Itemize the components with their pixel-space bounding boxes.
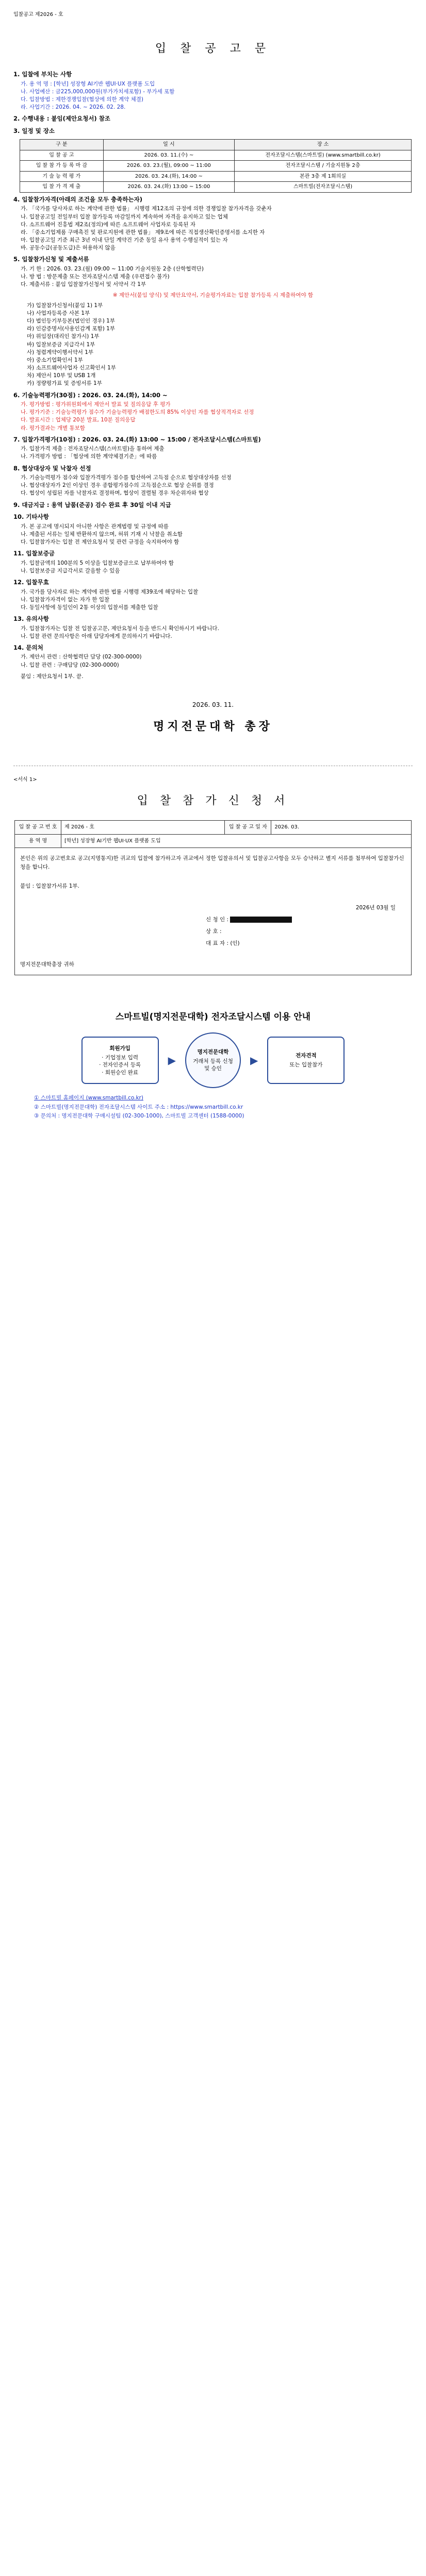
guide-note-homepage[interactable]: ① 스마트빌 홈페이지 (www.smartbill.co.kr): [34, 1095, 143, 1101]
notice-date: 2026. 03. 11.: [192, 701, 234, 708]
section-9: [13, 501, 413, 510]
schedule-header-row: [20, 140, 412, 150]
docs-line: 다) 법인등기부등본(법인인 경우) 1부: [27, 318, 115, 325]
form-pledge-text: 본인은 위의 공고번호로 공고(지명통지)한 귀교의 입찰에 참가하고자 귀교에서 정한 입찰유의서 및 입찰공고사항을 모두 승낙하고 별지 서류를 첨부하여 입찰참가신청을 합니다.: [20, 855, 404, 870]
sec14-line: 나. 입찰 관련 : 구매담당 (02-300-0000): [21, 662, 119, 668]
sections-1-3: [13, 71, 413, 135]
section-2: [13, 115, 413, 123]
sec14-line: 가. 제안서 관련 : 산학협력단 담당 (02-300-0000): [21, 654, 142, 660]
schedule-table: [20, 139, 412, 193]
section-13: [13, 615, 413, 640]
sec6-line: 가. 평가방법 : 평가위원회에서 제안서 발표 및 질의응답 후 평가: [21, 401, 171, 408]
arrow-right-icon: ▶: [250, 1054, 258, 1066]
schedule-cell: 본관 3층 제 1회의실: [235, 171, 412, 182]
sec10-line: 나. 제출된 서류는 일체 반환하지 않으며, 허위 기재 시 낙찰을 취소함: [21, 531, 183, 537]
sec5-line: 다. 제출서류 : 붙임 입찰참가신청서 및 서약서 각 1부: [21, 281, 146, 288]
guide-title: 스마트빌(명지전문대학) 전자조달시스템 이용 안내: [115, 1012, 311, 1023]
form-sign-ceo[interactable]: 대 표 자 : (인): [206, 940, 240, 946]
docs-line: 자) 소프트웨어사업자 신고확인서 1부: [27, 365, 116, 371]
section-14-title: 14. 문의처: [13, 643, 43, 651]
guide-note-site[interactable]: ② 스마트빌(명지전문대학) 전자조달시스템 사이트 주소 : https://www.smartbill.co.kr: [34, 1104, 243, 1110]
schedule-cell: 2026. 03. 24.(화), 14:00 ~: [103, 171, 235, 182]
section-10: [13, 513, 413, 546]
form-title: 입 찰 참 가 신 청 서: [137, 794, 289, 808]
guide-step-register: 명지전문대학 거래처 등록 신청 및 승인: [185, 1032, 241, 1088]
section-4-title: 4. 입찰참가자격(아래의 조건을 모두 충족하는자): [13, 195, 142, 203]
docs-line: 사) 청렴계약이행서약서 1부: [27, 349, 94, 355]
form-sign-applicant[interactable]: 신 청 인 :: [20, 916, 406, 924]
form-row-pledge: [15, 848, 412, 975]
sec4-line: 라. 「중소기업제품 구매촉진 및 판로지원에 관한 법률」 제9조에 따른 직접생산확인증명서를 소지한 자: [21, 229, 265, 235]
sec4-line: 다. 소프트웨어 진흥법 제2조(정의)에 따른 소프트웨어 사업자로 등록된 자: [21, 221, 196, 228]
guide-flow: [13, 1032, 413, 1088]
schedule-row: [20, 150, 412, 161]
notice-number: 입찰공고 제2026 - 호: [13, 12, 63, 18]
arrow-right-icon: ▶: [168, 1054, 176, 1066]
sec7-line: 나. 가격평가 방법 : 「협상에 의한 계약체결기준」에 따름: [21, 453, 157, 460]
section-1-title: 1. 입찰에 부치는 사항: [13, 71, 72, 78]
docs-line: 가) 입찰참가신청서(붙임 1) 1부: [27, 302, 103, 309]
docs-line: 라) 인감증명서(사용인감계 포함) 1부: [27, 326, 115, 332]
sec8-line: 가. 기술능력평가 점수와 입찰가격평가 점수를 합산하여 고득점 순으로 협상대상자를 선정: [21, 474, 232, 481]
sec12-line: 가. 국가를 당사자로 하는 계약에 관한 법률 시행령 제39조에 해당하는 입찰: [21, 588, 199, 595]
section-5: [13, 256, 413, 387]
sec8-line: 나. 협상대상자가 2인 이상인 경우 종합평가점수의 고득점순으로 협상 순위를 결정: [21, 482, 214, 489]
schedule-header-cell: 장 소: [235, 140, 412, 150]
section-12: [13, 579, 413, 611]
application-form-table: [14, 820, 412, 975]
section-6-title: 6. 기술능력평가(30점) : 2026. 03. 24.(화), 14:00 ~: [13, 391, 168, 399]
docs-line: 아) 중소기업확인서 1부: [27, 357, 83, 363]
sec12-line: 나. 입찰참가자격이 없는 자가 한 입찰: [21, 596, 110, 603]
sec13-line: 가. 입찰참가자는 입찰 전 입찰공고문, 제안요청서 등을 반드시 확인하시기 바랍니다.: [21, 625, 219, 632]
form-tag: <서식 1>: [13, 776, 37, 783]
schedule-cell: 기 술 능 력 평 가: [20, 171, 104, 182]
form-label-notice-no: 입 찰 공 고 번 호: [15, 821, 61, 835]
section-1-line: 가. 용 역 명 : [학년] 성장형 AI기반 웹UI·UX 플랫폼 도입: [21, 80, 155, 87]
schedule-header-cell: 일 시: [103, 140, 235, 150]
form-value-notice-no[interactable]: 제 2026 - 호: [61, 821, 225, 835]
sec5-line: 나. 방 법 : 방문제출 또는 전자조달시스템 제출 (우편접수 불가): [21, 274, 170, 280]
form-row-service: [15, 834, 412, 848]
schedule-cell: 입 찰 참 가 등 록 마 감: [20, 161, 104, 172]
section-1-line: 다. 입찰방법 : 제한경쟁입찰(협상에 의한 계약 체결): [21, 96, 143, 103]
sec4-line: 가. 「국가를 당사자로 하는 계약에 관한 법률」 시행령 제12조의 규정에 의한 경쟁입찰 참가자격을 갖춘자: [21, 206, 272, 212]
schedule-row: [20, 161, 412, 172]
sec6-line: 다. 발표시간 : 업체당 20분 발표, 10분 질의응답: [21, 417, 136, 423]
schedule-cell: 입 찰 가 격 제 출: [20, 182, 104, 193]
section-10-title: 10. 기타사항: [13, 513, 49, 521]
section-11: [13, 550, 413, 574]
docs-line: 카) 정량평가표 및 증빙서류 1부: [27, 380, 102, 387]
docs-line: 바) 입찰보증금 지급각서 1부: [27, 341, 95, 348]
section-2-title: 2. 수행내용 : 붙임(제안요청서) 참조: [13, 115, 110, 123]
section-8-title: 8. 협상대상자 및 낙찰자 선정: [13, 464, 91, 472]
sec11-line: 가. 입찰금액의 100분의 5 이상을 입찰보증금으로 납부하여야 함: [21, 560, 174, 566]
schedule-cell: 전자조달시스템 / 기술지원동 2층: [235, 161, 412, 172]
form-date-label[interactable]: 2026년 03월 일: [355, 905, 396, 911]
docs-line: 차) 제안서 10부 및 USB 1개: [27, 372, 96, 379]
attachment-note: 붙임 : 제안요청서 1부. 끝.: [21, 673, 84, 680]
section-8: [13, 465, 413, 497]
redacted-field: [230, 917, 292, 923]
guide-note-contact: ③ 문의처 : 명지전문대학 구매시설팀 (02-300-1000), 스마트빌 고객센터 (1588-0000): [34, 1112, 244, 1119]
document-title: 입 찰 공 고 문: [155, 42, 271, 55]
form-value-service[interactable]: [학년] 성장형 AI기반 웹UI·UX 플랫폼 도입: [61, 834, 412, 848]
sec4-line: 마. 입찰공고일 기준 최근 3년 이내 단일 계약건 기준 동일 유사 용역 수행실적이 있는 자: [21, 237, 228, 244]
schedule-cell: 2026. 03. 11.(수) ~: [103, 150, 235, 161]
sec5-line: 가. 기 한 : 2026. 03. 23.(월) 09:00 ~ 11:00 기술지원동 2층 (산학협력단): [21, 265, 204, 272]
guide-step-signup: 회원가입 · 기업정보 입력 · 전자인증서 등록 · 회원승인 완료: [81, 1037, 159, 1084]
section-5-notice: ※ 제안서(붙임 양식) 및 제안요약서, 기술평가자료는 입찰 참가등록 시 제출하여야 함: [112, 292, 314, 298]
section-3: [13, 127, 413, 135]
sec12-line: 다. 동일사항에 동일인이 2통 이상의 입찰서를 제출한 입찰: [21, 604, 158, 611]
section-13-title: 13. 유의사항: [13, 615, 49, 623]
form-pledge-cell: [15, 848, 412, 975]
sec6-line: 라. 평가결과는 개별 통보함: [21, 425, 85, 431]
sec11-line: 나. 입찰보증금 지급각서로 갈음할 수 있음: [21, 567, 120, 574]
sec13-line: 나. 입찰 관련 문의사항은 아래 담당자에게 문의하시기 바랍니다.: [21, 633, 172, 639]
section-7-title: 7. 입찰가격평가(10점) : 2026. 03. 24.(화) 13:00 ~ 15:00 / 전자조달시스템(스마트빌): [13, 435, 261, 443]
schedule-row: [20, 182, 412, 193]
section-1-line: 라. 사업기간 : 2026. 04. ~ 2026. 02. 28.: [21, 104, 126, 111]
section-5-title: 5. 입찰참가신청 및 제출서류: [13, 256, 89, 263]
section-3-title: 3. 일정 및 장소: [13, 127, 55, 134]
docs-line: 마) 위임장(대리인 참가시) 1부: [27, 333, 100, 340]
sec7-line: 가. 입찰가격 제출 : 전자조달시스템(스마트빌)을 통하여 제출: [21, 446, 165, 452]
schedule-cell: 2026. 03. 24.(화) 13:00 ~ 15:00: [103, 182, 235, 193]
guide-notes: [13, 1094, 413, 1120]
sec4-line: 바. 공동수급(공동도급)은 허용하지 않음: [21, 245, 116, 251]
form-label-notice-date: 입 찰 공 고 일 자: [225, 821, 271, 835]
schedule-cell: 스마트빌(전자조달시스템): [235, 182, 412, 193]
form-value-notice-date[interactable]: 2026. 03.: [271, 821, 412, 835]
section-12-title: 12. 입찰무효: [13, 579, 49, 586]
sec4-line: 나. 입찰공고일 전일부터 입찰 참가등록 마감일까지 계속하여 자격을 유지하고 있는 업체: [21, 213, 228, 220]
form-sign-company[interactable]: 상 호 :: [206, 928, 222, 935]
schedule-cell: 전자조달시스템(스마트빌) (www.smartbill.co.kr): [235, 150, 412, 161]
sec8-line: 다. 협상이 성립된 자를 낙찰자로 결정하며, 협상이 결렬될 경우 차순위자와 협상: [21, 490, 209, 497]
section-14: [13, 644, 413, 669]
form-attach-label: 붙임 : 입찰참가서류 1부.: [20, 883, 79, 889]
issuer-name: 명지전문대학 총장: [153, 720, 273, 734]
form-addressee: 명지전문대학총장 귀하: [20, 961, 74, 968]
document-page: [0, 0, 426, 1142]
section-11-title: 11. 입찰보증금: [13, 550, 55, 557]
schedule-row: [20, 171, 412, 182]
section-7: [13, 436, 413, 461]
section-1: [13, 71, 413, 111]
section-4: [13, 196, 413, 252]
section-1-line: 나. 사업예산 : 금225,000,000원(부가가치세포함) - 부가세 포함: [21, 88, 175, 95]
schedule-cell: 2026. 03. 23.(월), 09:00 ~ 11:00: [103, 161, 235, 172]
section-9-title: 9. 대금지급 : 용역 납품(준공) 검수 완료 후 30일 이내 지급: [13, 501, 171, 509]
schedule-cell: 입 찰 공 고: [20, 150, 104, 161]
docs-line: 나) 사업자등록증 사본 1부: [27, 310, 90, 316]
form-row-notice: [15, 821, 412, 835]
schedule-header-cell: 구 분: [20, 140, 104, 150]
guide-step-bid: 전자견적 또는 입찰참가: [267, 1037, 345, 1084]
sec6-line: 나. 평가기준 : 기술능력평가 점수가 기술능력평가 배점한도의 85% 이상인 자를 협상적격자로 선정: [21, 409, 254, 416]
sec10-line: 가. 본 공고에 명시되지 아니한 사항은 관계법령 및 규정에 따름: [21, 523, 169, 530]
form-label-service: 용 역 명: [15, 834, 61, 848]
section-6: [13, 392, 413, 432]
sec10-line: 다. 입찰참가자는 입찰 전 제안요청서 및 관련 규정을 숙지하여야 함: [21, 539, 179, 546]
